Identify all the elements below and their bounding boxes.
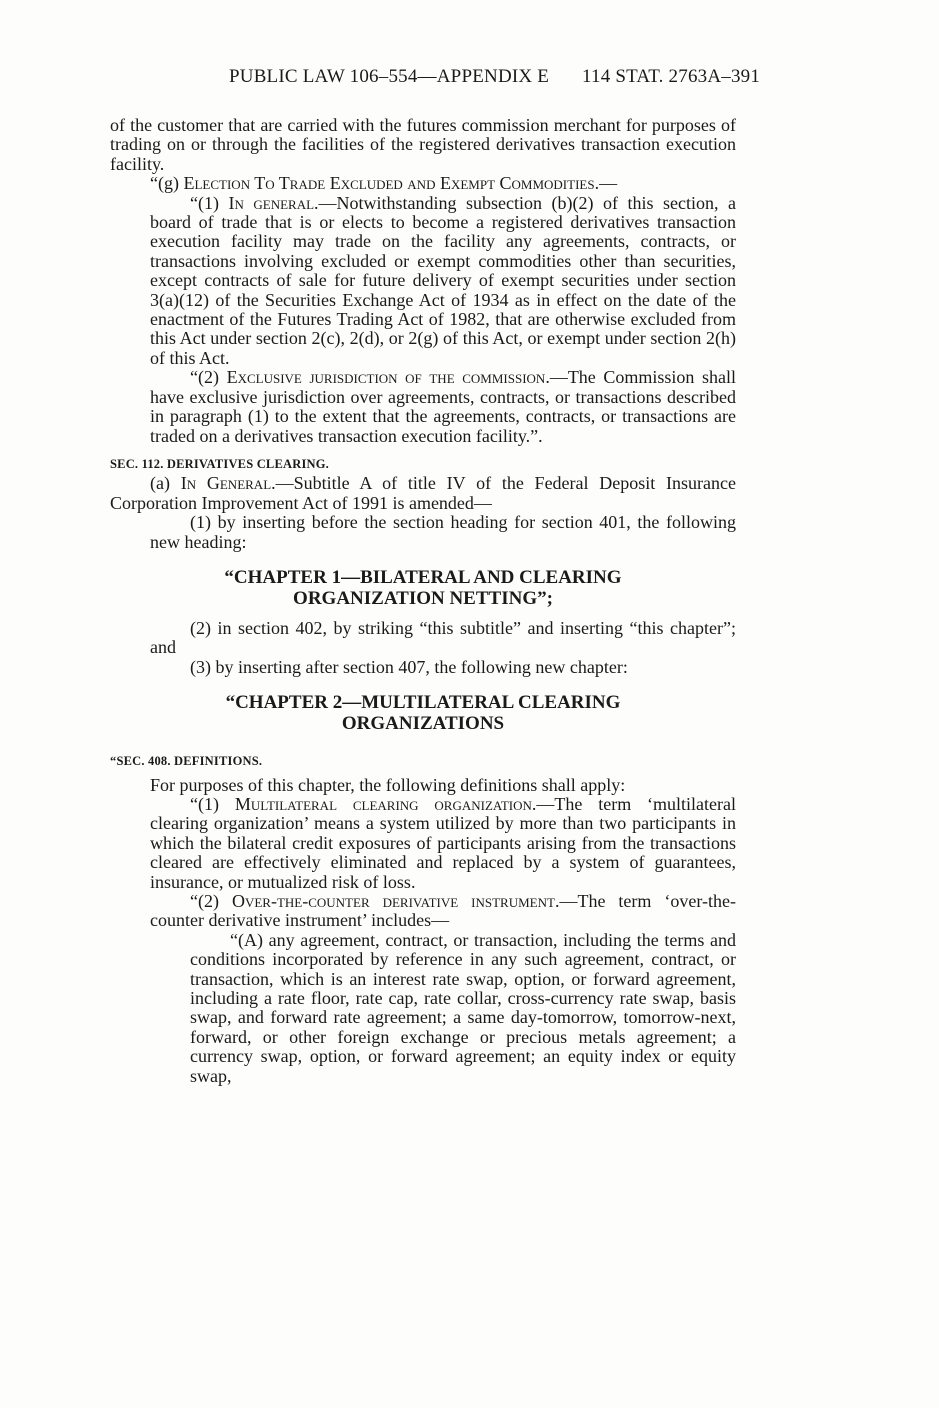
subsection-a-text: .—Subtitle A of title IV of the Federal Deposit Insurance Corporation Improvement Act of 1991 is amended— <box>110 473 736 513</box>
definition-2-text: .—The term ‘over-the-counter derivative instrument’ includes— <box>150 891 736 931</box>
paragraph-g1-heading: In general <box>228 192 315 213</box>
definition-2-a: “(A) any agreement, contract, or transaction, including the terms and conditions incorporated by reference in any such agreement, contract, or transaction, which is an interest rate swap, option, or forward agreement, including a rate floor, rate cap, rate collar, cross-currency rate swap, basis swap, and forward rate agreement; a same day-tomorrow, tomorrow-next, forward, or other foreign exchange or precious metals agreement; a currency swap, option, or forward agreement; an equity index or equity swap, <box>190 929 736 1086</box>
subsection-a-heading: In General <box>180 473 272 494</box>
section-112-heading: SEC. 112. DERIVATIVES CLEARING. <box>110 456 329 471</box>
definition-1-lead: “(1) <box>190 793 235 814</box>
definition-1-text: .—The term ‘multilateral clearing organization’ means a system utilized by more than two participants in which the bilateral credit exposures of participants arising from the transactions cleared are effectively eliminated and replaced by a system of guarantees, insurance, or mutualized risk of loss. <box>150 793 736 892</box>
definition-1 <box>110 795 736 892</box>
paragraph-a3: (3) by inserting after section 407, the following new chapter: <box>190 656 628 677</box>
header-title: PUBLIC LAW 106–554—APPENDIX E <box>229 66 550 87</box>
definition-2-heading: Over-the-counter derivative instrument <box>231 891 555 911</box>
paragraph-g2-lead: “(2) <box>190 367 227 388</box>
paragraph-g2-heading: Exclusive jurisdiction of the commission <box>226 367 546 388</box>
subsection-a-lead: (a) <box>150 473 181 494</box>
paragraph-a2: (2) in section 402, by striking “this subtitle” and inserting “this chapter”; and <box>150 617 736 658</box>
chapter-2-heading: “CHAPTER 2—MULTILATERAL CLEARING ORGANIZATIONS <box>225 692 621 735</box>
header-stat-citation: 114 STAT. 2763A–391 <box>582 66 761 87</box>
definitions-intro: For purposes of this chapter, the following definitions shall apply: <box>150 774 626 795</box>
paragraph-g1-text: .—Notwithstanding subsection (b)(2) of this section, a board of trade that is or elects to become a registered derivatives transaction execution facility may trade on the facility any agreements, contracts, or transactions involving excluded or exempt commodities other than securities, except contracts of sale for future delivery of exempt securities under section 3(a)(12) of the Securities Exchange Act of 1934 as in effect on the date of the enactment of the Futures Trading Act of 1982, that are otherwise excluded from this Act under section 2(c), 2(d), or 2(g) of this Act, or exempt under section 2(h) of this Act. <box>150 192 736 368</box>
subsection-g-tail: .— <box>594 173 618 194</box>
running-header <box>229 66 760 88</box>
paragraph-a1: (1) by inserting before the section heading for section 401, the following new heading: <box>150 512 736 552</box>
definition-2 <box>110 892 736 931</box>
paragraph-g1 <box>110 194 736 369</box>
document-body <box>110 116 736 1086</box>
section-408-heading: “SEC. 408. DEFINITIONS. <box>110 754 263 769</box>
chapter-1-heading: “CHAPTER 1—BILATERAL AND CLEARING ORGANIZATION NETTING”; <box>224 566 622 609</box>
paragraph-g2 <box>110 368 736 446</box>
definition-1-heading: Multilateral clearing organization <box>234 793 532 814</box>
paragraph-g2-text: .—The Commission shall have exclusive jurisdiction over agreements, contracts, or transactions described in paragraph (1) to the extent that the agreements, contracts, or transactions are traded on a derivatives transaction execution facility.”. <box>150 367 737 446</box>
subsection-g-heading: Election To Trade Excluded and Exempt Commodities <box>183 173 595 194</box>
continued-paragraph: of the customer that are carried with the futures commission merchant for purposes of trading on or through the facilities of the registered derivatives transaction execution facility. <box>110 115 736 174</box>
paragraph-g1-lead: “(1) <box>190 192 229 213</box>
definition-2-lead: “(2) <box>190 891 232 911</box>
subsection-g <box>110 174 736 193</box>
subsection-g-lead: “(g) <box>150 173 184 194</box>
subsection-a <box>110 474 736 513</box>
